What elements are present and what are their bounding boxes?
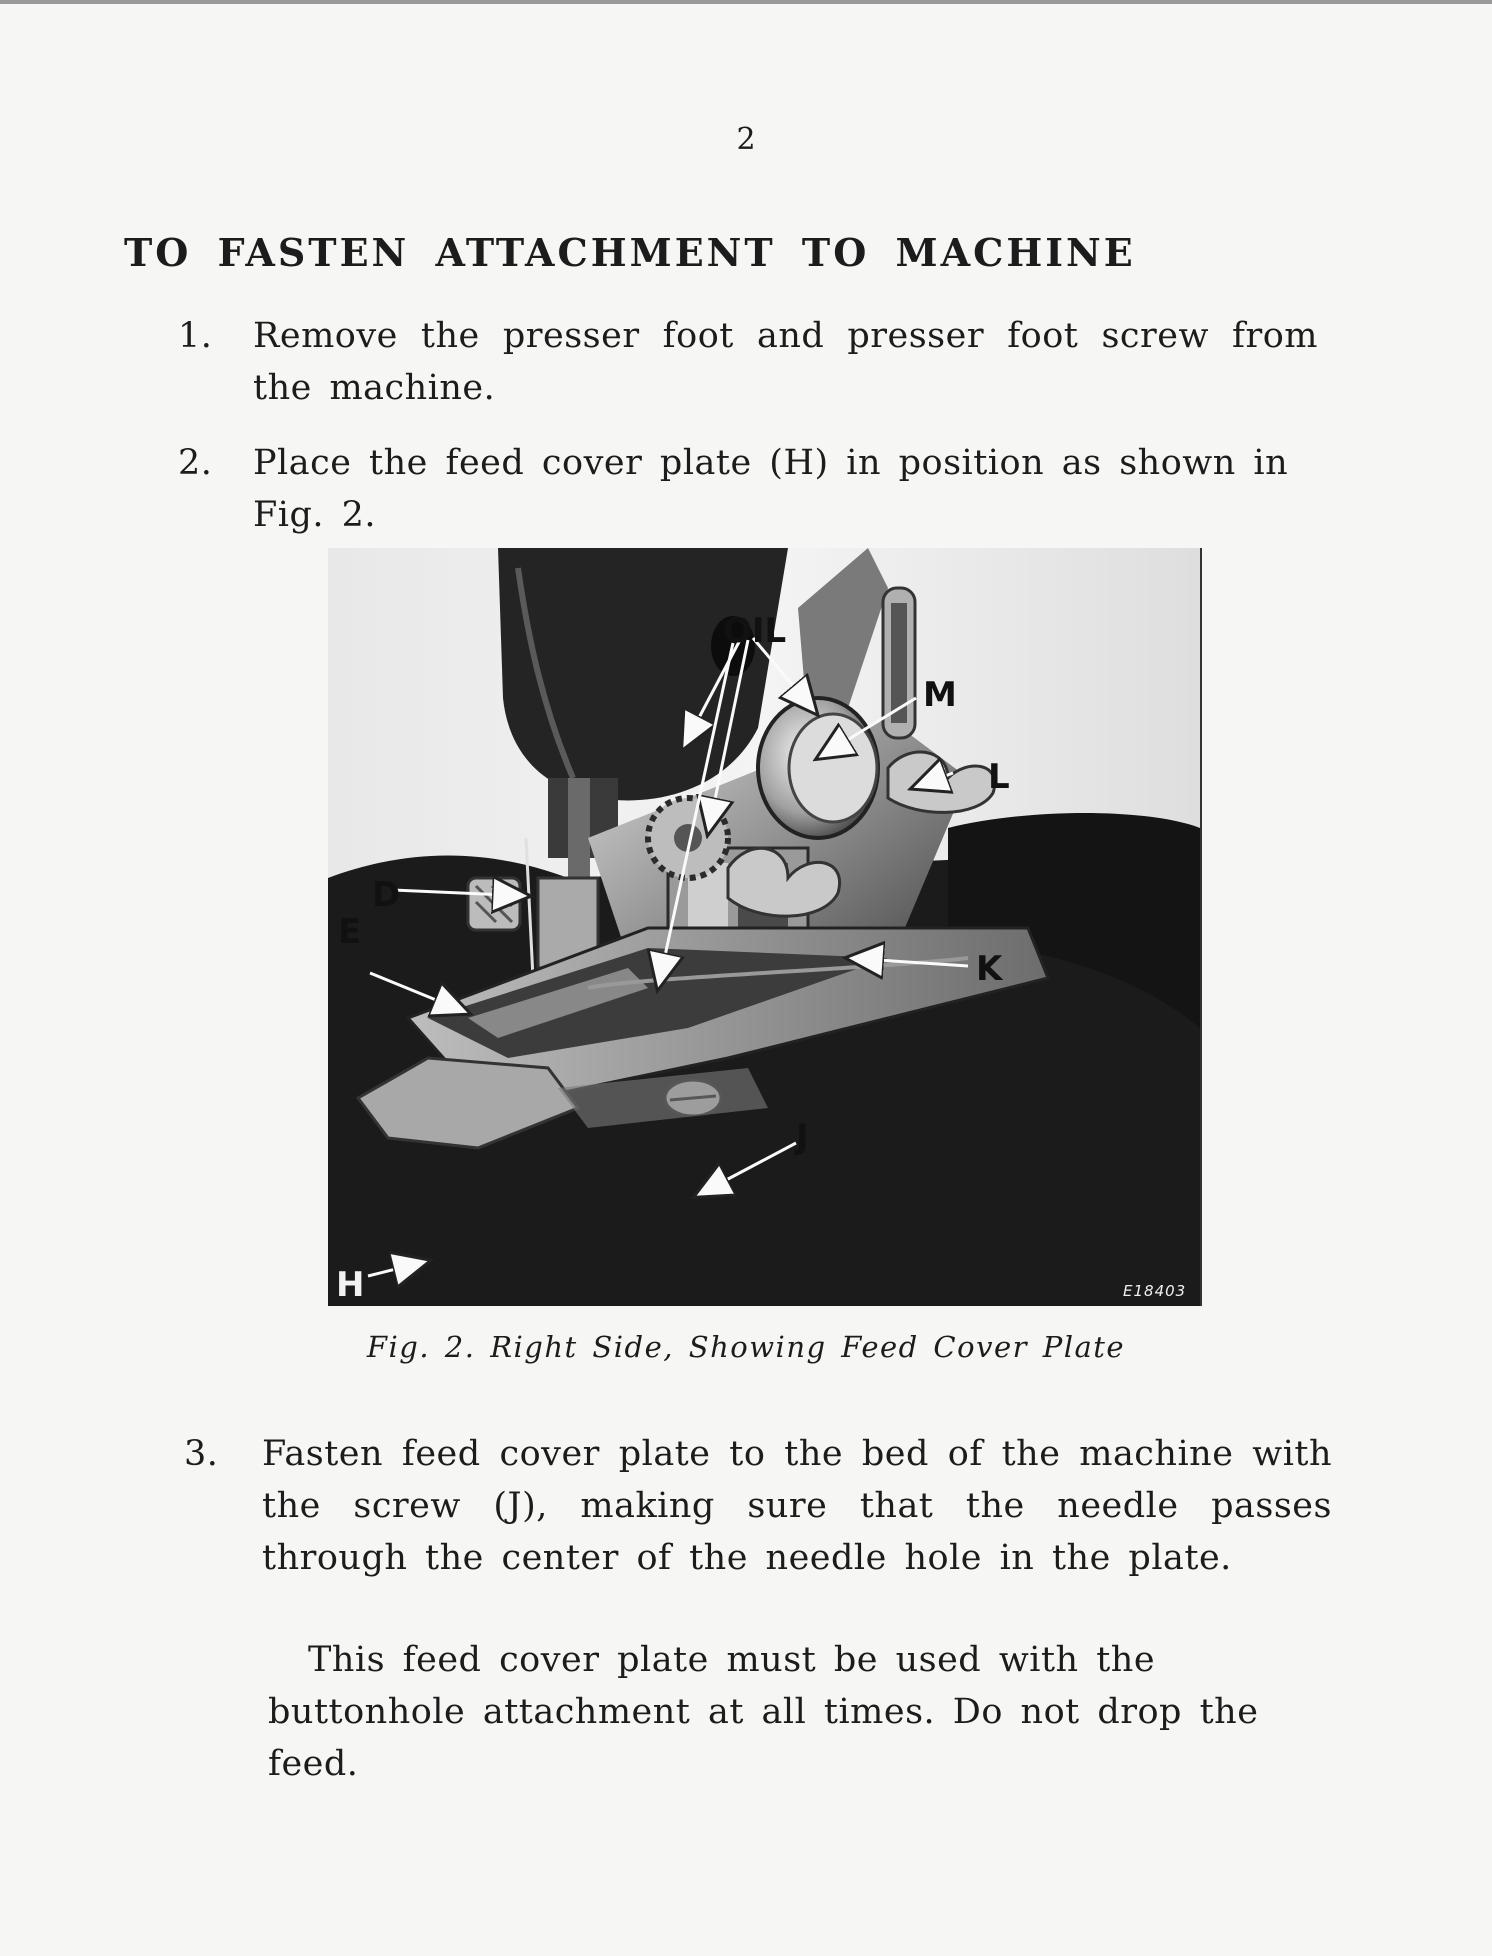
figure-caption: Fig. 2. Right Side, Showing Feed Cover Plate (366, 1330, 1126, 1364)
callout-l: L (988, 757, 1010, 797)
step-number: 1. (178, 316, 213, 356)
step-text: Remove the presser foot and presser foot screw from the machine. (253, 316, 1318, 408)
step-number: 3. (184, 1434, 219, 1474)
step-text: Fasten feed cover plate to the bed of the machine with the screw (J), making sure that the needle passes through the center of the needle hole in the plate. (262, 1434, 1332, 1578)
callout-j: J (796, 1117, 809, 1157)
callout-e: E (338, 912, 362, 952)
step-number: 2. (178, 443, 213, 483)
page-top-edge (0, 0, 1492, 4)
page-title: TO FASTEN ATTACHMENT TO MACHINE (124, 230, 1136, 275)
instruction-step (178, 437, 1328, 535)
callout-k: K (976, 949, 1003, 989)
instruction-step (178, 310, 1328, 420)
callout-oil: OIL (723, 611, 787, 651)
callout-m: M (923, 675, 957, 715)
machine-photo-illustration (328, 548, 1200, 1306)
figure-code: E18403 (1123, 1282, 1187, 1300)
callout-d: D (372, 875, 401, 915)
instruction-step (184, 1428, 1344, 1593)
figure-photo (328, 548, 1202, 1306)
callout-h: H (336, 1265, 365, 1305)
page-number: 2 (736, 122, 756, 157)
step-text: Place the feed cover plate (H) in position as shown in Fig. 2. (253, 443, 1289, 535)
usage-note: This feed cover plate must be used with the buttonhole attachment at all times. Do not drop the feed. (268, 1640, 1259, 1784)
